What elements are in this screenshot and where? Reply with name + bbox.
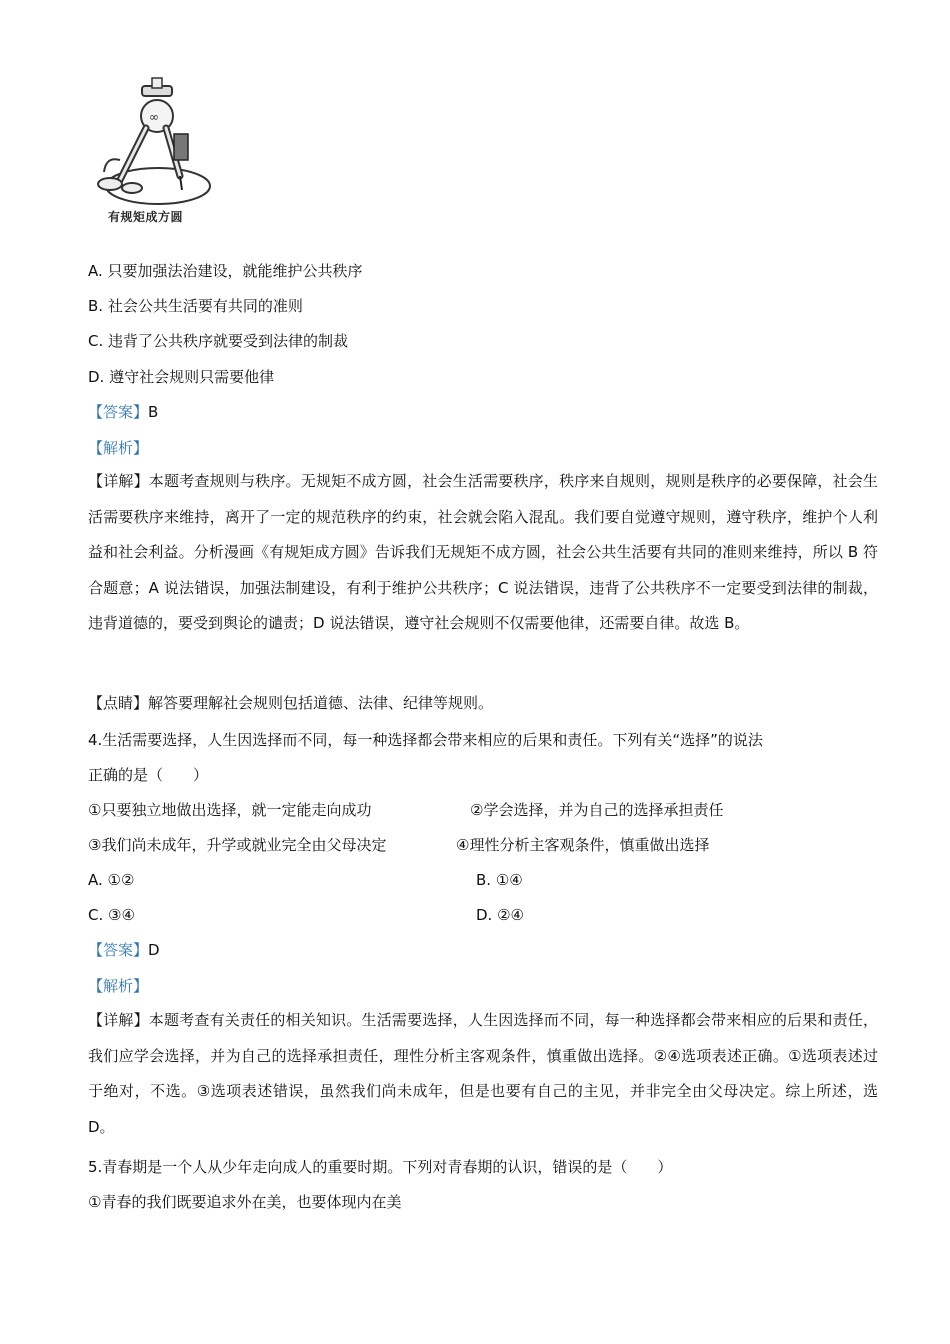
q3-answer <box>88 402 158 422</box>
q5-item-1: ①青春的我们既要追求外在美，也要体现内在美 <box>88 1193 402 1211</box>
tip-text: 解答要理解社会规则包括道德、法律、纪律等规则。 <box>148 694 494 712</box>
q4-analysis-tag: 【解析】 <box>88 977 149 995</box>
q4-stem-line2: 正确的是（ ） <box>88 766 209 784</box>
q5-stem: 5.青春期是一个人从少年走向成人的重要时期。下列对青春期的认识，错误的是（ ） <box>88 1158 673 1176</box>
q4-item-3: ③我们尚未成年，升学或就业完全由父母决定 <box>88 836 387 854</box>
q4-answer <box>88 940 160 960</box>
q3-option-c: C. 违背了公共秩序就要受到法律的制裁 <box>88 332 349 350</box>
figure-caption: 有规矩成方圆 <box>108 210 184 224</box>
svg-text:∞: ∞ <box>149 110 159 124</box>
q4-option-c: C. ③④ <box>88 906 135 924</box>
q3-option-b: B. 社会公共生活要有共同的准则 <box>88 297 303 315</box>
detail-tag: 【详解】 <box>88 472 149 490</box>
q4-option-d: D. ②④ <box>476 906 524 924</box>
q4-option-a: A. ①② <box>88 871 135 889</box>
tip-tag: 【点睛】 <box>88 694 149 712</box>
q3-tip <box>88 693 493 713</box>
q4-item-4: ④理性分析主客观条件，慎重做出选择 <box>456 836 710 854</box>
answer-value: D <box>148 941 160 959</box>
answer-value: B <box>148 403 159 421</box>
detail-text: 本题考查规则与秩序。无规矩不成方圆，社会生活需要秩序，秩序来自规则，规则是秩序的必要保障，社会生活需要秩序来维持，离开了一定的规范秩序的约束，社会就会陷入混乱。我们要自觉遵守规则，遵守秩序，维护个人利益和社会利益。分析漫画《有规矩成方圆》告诉我们无规矩不成方圆，社会公共生活要有共同的准则来维持，所以 B 符合题意；A 说法错误，加强法制建设，有利于维护公共秩序；C 说法错误，违背了公共秩序不一定要受到法律的制裁，违背道德的，要受到舆论的谴责；D 说法错误，遵守社会规则不仅需要他律，还需要自律。故选 B。 <box>88 472 878 632</box>
q3-analysis-tag: 【解析】 <box>88 439 149 457</box>
answer-tag: 【答案】 <box>88 941 149 959</box>
detail-tag: 【详解】 <box>88 1011 149 1029</box>
q3-option-d: D. 遵守社会规则只需要他律 <box>88 368 275 386</box>
answer-tag: 【答案】 <box>88 403 149 421</box>
detail-text: 本题考查有关责任的相关知识。生活需要选择，人生因选择而不同，每一种选择都会带来相应的后果和责任，我们应学会选择，并为自己的选择承担责任，理性分析主客观条件，慎重做出选择。②④选项表述正确。①选项表述过于绝对，不选。③选项表述错误，虽然我们尚未成年，但是也要有自己的主见，并非完全由父母决定。综上所述，选 D。 <box>88 1011 878 1136</box>
q4-item-2: ②学会选择，并为自己的选择承担责任 <box>470 801 724 819</box>
q4-item-1: ①只要独立地做出选择，就一定能走向成功 <box>88 801 372 819</box>
q4-stem-line1: 4.生活需要选择，人生因选择而不同，每一种选择都会带来相应的后果和责任。下列有关“选择”的说法 <box>88 731 763 749</box>
q3-detail <box>88 464 878 642</box>
q4-detail <box>88 1003 878 1145</box>
q3-option-a: A. 只要加强法治建设，就能维护公共秩序 <box>88 262 363 280</box>
q4-option-b: B. ①④ <box>476 871 523 889</box>
